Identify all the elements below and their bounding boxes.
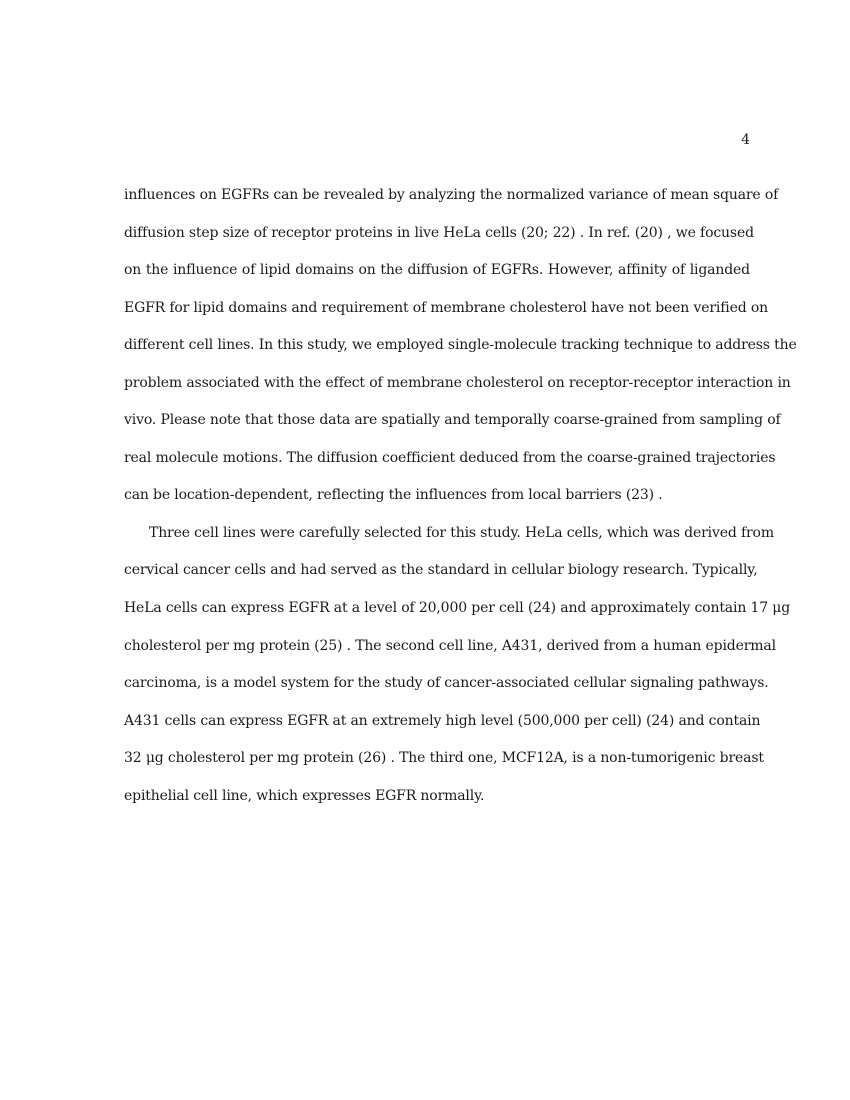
text-line: on the influence of lipid domains on the diffusion of EGFRs. However, affinity of liganded [124, 262, 750, 278]
text-line: different cell lines. In this study, we employed single-molecule tracking technique to address the [124, 337, 797, 353]
text-line: cholesterol per mg protein (25) . The second cell line, A431, derived from a human epidermal [124, 638, 776, 654]
text-line: diffusion step size of receptor proteins in live HeLa cells (20; 22) . In ref. (20) , we focused [124, 225, 754, 241]
text-line: real molecule motions. The diffusion coefficient deduced from the coarse-grained trajectories [124, 450, 776, 466]
text-line: carcinoma, is a model system for the study of cancer-associated cellular signaling pathways. [124, 675, 769, 691]
text-line: A431 cells can express EGFR at an extremely high level (500,000 per cell) (24) and contain [124, 713, 761, 729]
text-line: HeLa cells can express EGFR at a level of 20,000 per cell (24) and approximately contain 17 μg [124, 600, 791, 616]
text-line: EGFR for lipid domains and requirement of membrane cholesterol have not been verified on [124, 300, 768, 316]
text-line: 32 μg cholesterol per mg protein (26) . The third one, MCF12A, is a non-tumorigenic breast [124, 750, 764, 766]
text-line: epithelial cell line, which expresses EGFR normally. [124, 788, 485, 804]
text-line: can be location-dependent, reflecting the influences from local barriers (23) . [124, 487, 663, 503]
page-number: 4 [741, 132, 750, 148]
text-line: influences on EGFRs can be revealed by analyzing the normalized variance of mean square of [124, 187, 779, 203]
text-line: cervical cancer cells and had served as the standard in cellular biology research. Typically, [124, 562, 758, 578]
text-line: problem associated with the effect of membrane cholesterol on receptor-receptor interaction in [124, 375, 791, 391]
text-line: Three cell lines were carefully selected for this study. HeLa cells, which was derived from [149, 525, 774, 541]
text-line: vivo. Please note that those data are spatially and temporally coarse-grained from sampling of [124, 412, 781, 428]
